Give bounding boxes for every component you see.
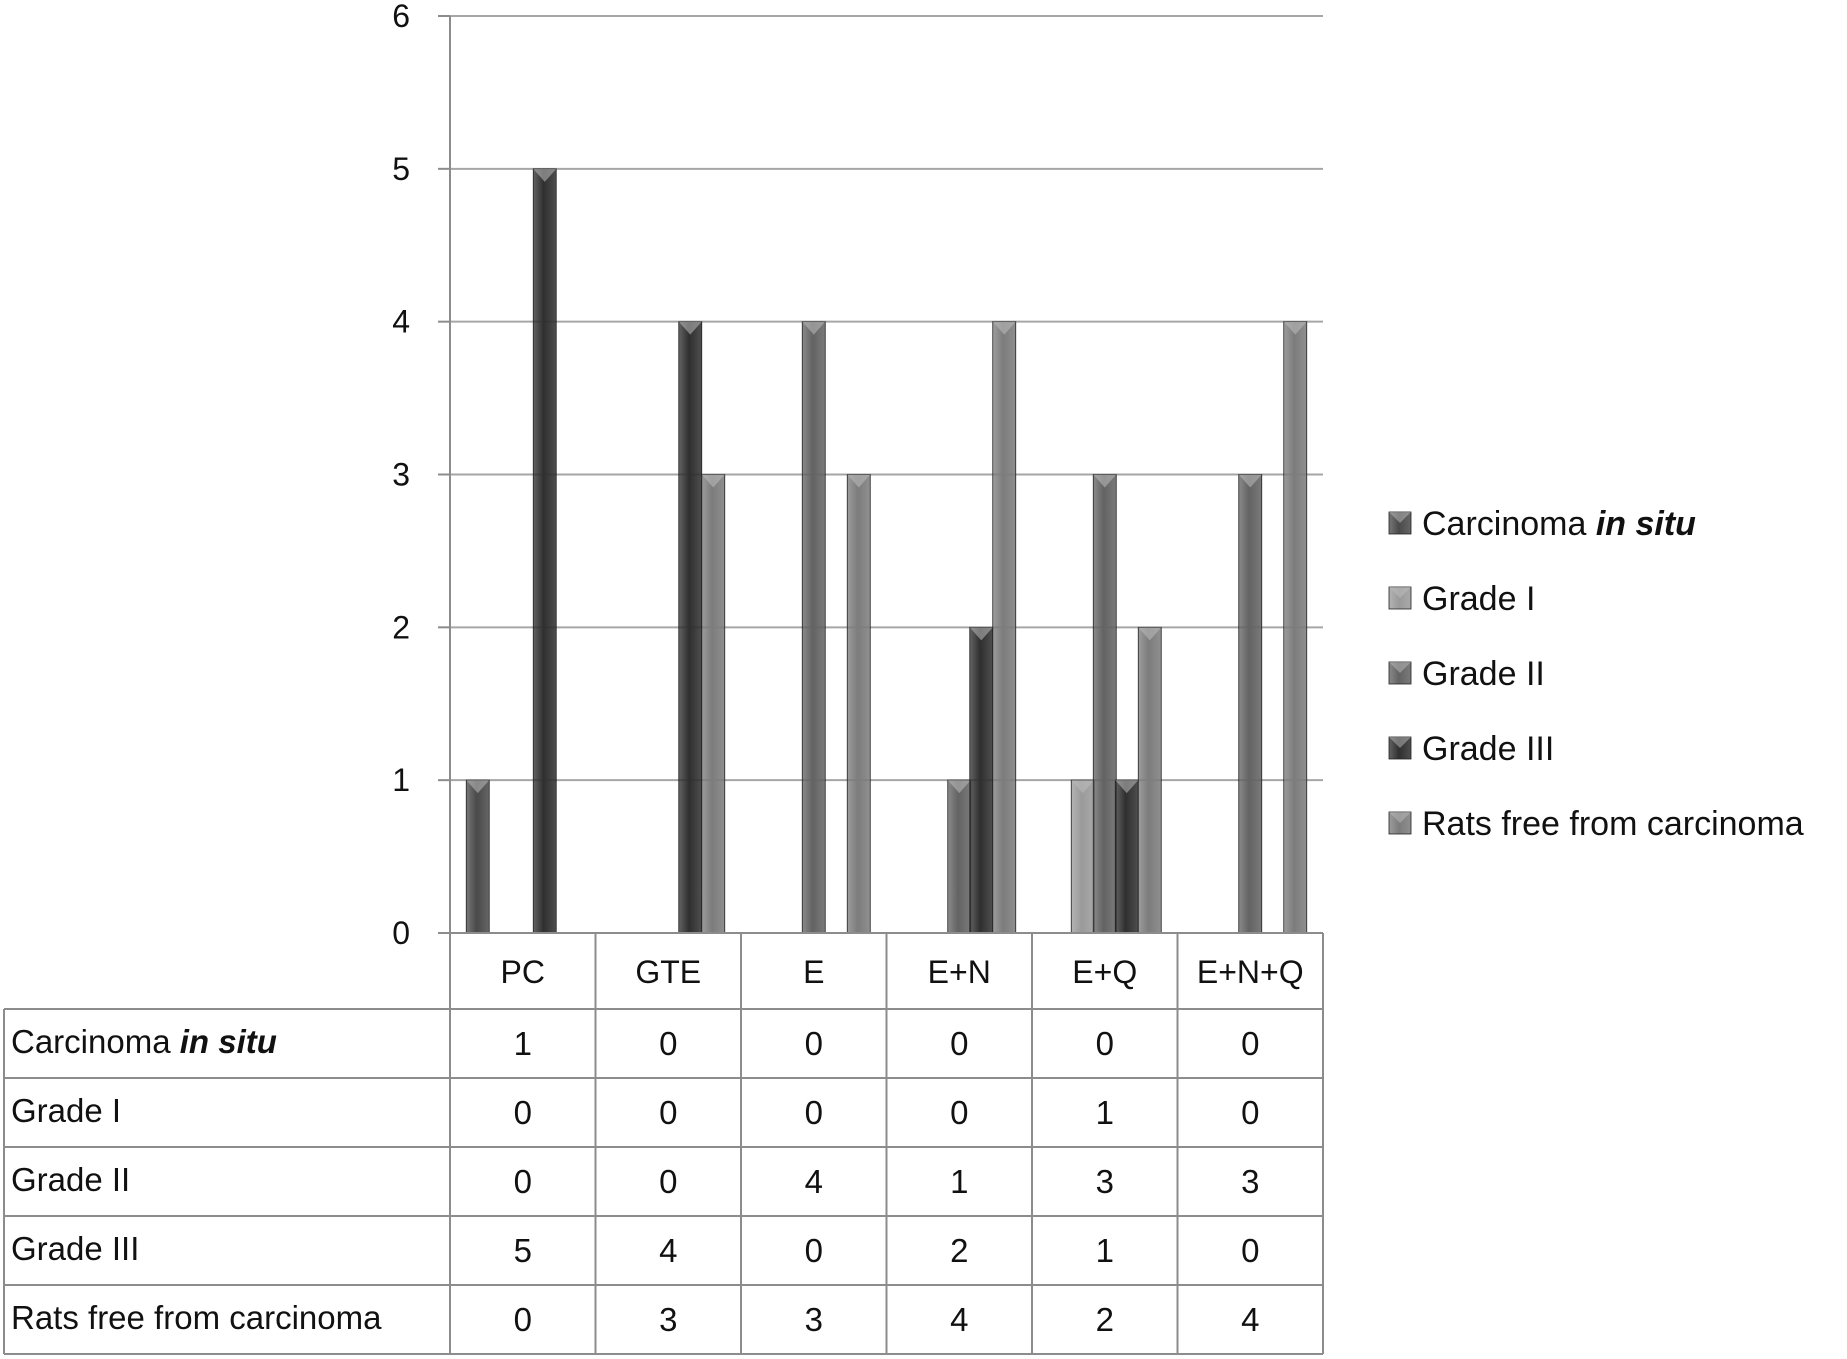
y-tick-label: 2 — [392, 609, 410, 646]
table-cell: 0 — [1095, 1025, 1114, 1062]
bar-PC-series-0 — [466, 780, 489, 933]
table-cell: 0 — [950, 1025, 969, 1062]
table-row-label: Grade III — [11, 1230, 140, 1267]
table-cell: 0 — [1241, 1094, 1260, 1131]
table-cell: 0 — [513, 1301, 532, 1338]
table-cell: 2 — [1095, 1301, 1114, 1338]
legend-label: Rats free from carcinoma — [1422, 805, 1804, 843]
bar-E+N-series-3 — [970, 627, 993, 933]
table-cell: 2 — [950, 1232, 969, 1269]
table-cell: 0 — [659, 1094, 678, 1131]
bar-E+N+Q-series-2 — [1239, 475, 1262, 934]
x-tick-label: E+Q — [1072, 954, 1138, 990]
gridlines — [450, 16, 1323, 780]
table-cell: 0 — [1241, 1025, 1260, 1062]
table-cell: 0 — [804, 1025, 823, 1062]
table-cell: 0 — [950, 1094, 969, 1131]
table-cell: 4 — [950, 1301, 969, 1338]
table-row-label: Rats free from carcinoma — [11, 1299, 382, 1336]
table-row-label: Carcinoma in situ — [11, 1023, 277, 1060]
table-row-label: Grade I — [11, 1092, 122, 1129]
table-cell: 1 — [1095, 1232, 1114, 1269]
table-row-label: Grade II — [11, 1161, 131, 1198]
bar-E-series-4 — [847, 475, 870, 934]
legend-label: Carcinoma in situ — [1422, 505, 1696, 543]
bar-E+Q-series-4 — [1138, 627, 1161, 933]
table-cell: 3 — [804, 1301, 823, 1338]
x-tick-label: E+N+Q — [1196, 954, 1304, 990]
table-cell: 1 — [1095, 1094, 1114, 1131]
table-cell: 1 — [950, 1163, 969, 1200]
y-tick-label: 0 — [392, 915, 410, 951]
bar-E+N-series-4 — [993, 322, 1016, 933]
table-cell: 4 — [659, 1232, 678, 1269]
legend-label: Grade III — [1422, 730, 1555, 768]
data-table — [4, 933, 1323, 1354]
x-tick-label: GTE — [635, 954, 702, 990]
table-cell: 0 — [513, 1094, 532, 1131]
legend-label: Grade I — [1422, 580, 1536, 618]
x-tick-label: PC — [500, 954, 545, 990]
table-cell: 0 — [1241, 1232, 1260, 1269]
bar-E+N+Q-series-4 — [1284, 322, 1307, 933]
table-cell: 0 — [659, 1163, 678, 1200]
bar-E+Q-series-2 — [1093, 475, 1116, 934]
y-tick-label: 4 — [392, 303, 410, 340]
bar-E-series-2 — [802, 322, 825, 933]
table-cell: 0 — [513, 1163, 532, 1200]
bar-GTE-series-3 — [679, 322, 702, 933]
x-tick-label: E — [803, 954, 825, 990]
table-cell: 3 — [1241, 1163, 1260, 1200]
table-cell: 4 — [804, 1163, 823, 1200]
bar-GTE-series-4 — [702, 475, 725, 934]
table-cell: 0 — [804, 1232, 823, 1269]
x-tick-label: E+N — [927, 954, 991, 990]
table-cell: 1 — [513, 1025, 532, 1062]
table-cell: 3 — [659, 1301, 678, 1338]
legend-label: Grade II — [1422, 655, 1545, 693]
bar-E+Q-series-3 — [1115, 780, 1138, 933]
y-tick-label: 5 — [392, 150, 410, 187]
bar-E+N-series-2 — [948, 780, 971, 933]
legend — [1389, 505, 1804, 843]
bars — [466, 169, 1307, 933]
y-tick-label: 3 — [392, 456, 410, 493]
y-axis-ticks — [392, 0, 450, 951]
table-cell: 3 — [1095, 1163, 1114, 1200]
table-cell: 5 — [513, 1232, 532, 1269]
y-tick-label: 1 — [392, 762, 410, 799]
table-cell: 0 — [659, 1025, 678, 1062]
bar-PC-series-3 — [533, 169, 556, 933]
bar-E+Q-series-1 — [1071, 780, 1094, 933]
table-cell: 0 — [804, 1094, 823, 1131]
table-cell: 4 — [1241, 1301, 1260, 1338]
y-tick-label: 6 — [392, 0, 410, 34]
